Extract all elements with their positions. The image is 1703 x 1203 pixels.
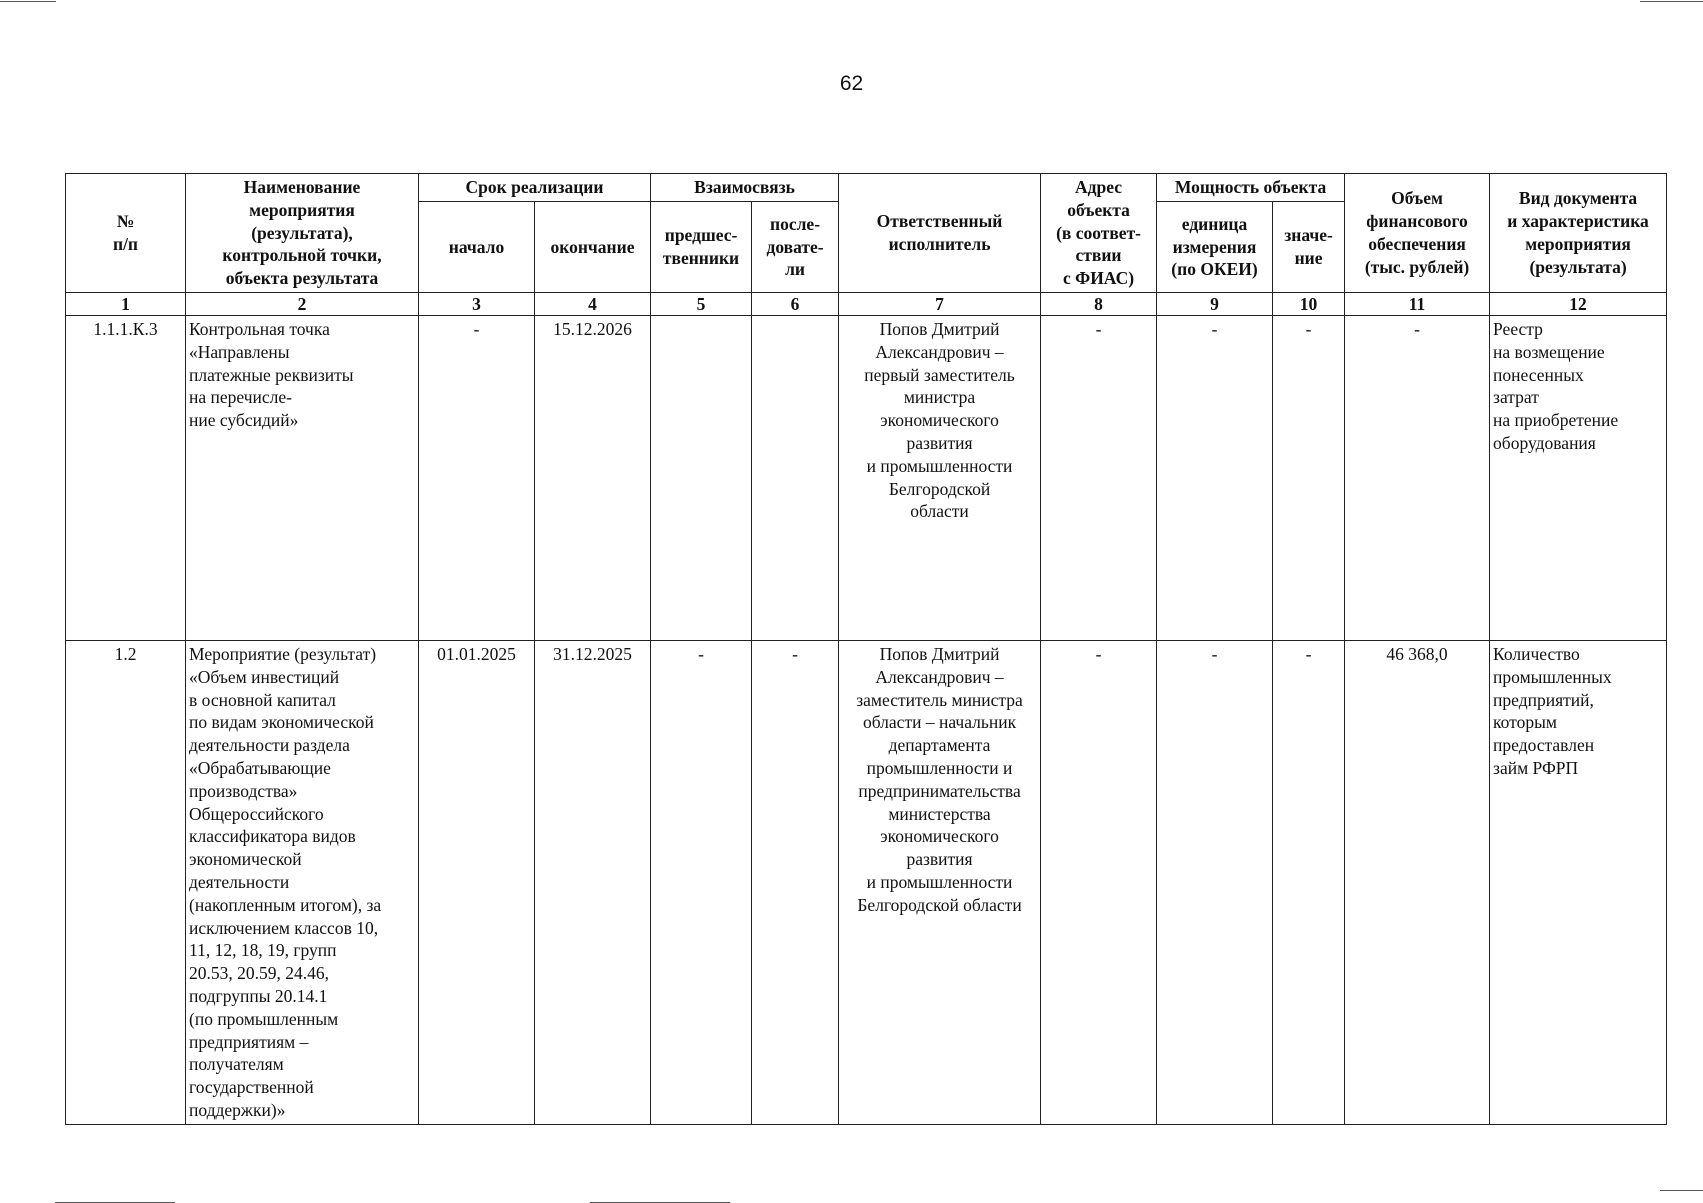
cell-prev: - (651, 640, 752, 1124)
scan-edge-bottom-right (1660, 1190, 1703, 1191)
header-term: Срок реализации (419, 174, 651, 202)
cell-unit: - (1157, 315, 1273, 640)
cell-address: - (1041, 640, 1157, 1124)
column-number: 4 (535, 292, 651, 315)
cell-value: - (1273, 315, 1345, 640)
header-executor: Ответственный исполнитель (839, 174, 1041, 293)
table-row (66, 315, 1667, 640)
header-capacity: Мощность объекта (1157, 174, 1345, 202)
column-number: 8 (1041, 292, 1157, 315)
cell-num: 1.2 (66, 640, 186, 1124)
cell-unit: - (1157, 640, 1273, 1124)
header-row-top (66, 174, 1667, 202)
header-doc: Вид документа и характеристика мероприятия (результата) (1490, 174, 1667, 293)
header-num: № п/п (66, 174, 186, 293)
column-number: 9 (1157, 292, 1273, 315)
column-number: 12 (1490, 292, 1667, 315)
header-term-start: начало (419, 202, 535, 293)
column-number-row (66, 292, 1667, 315)
cell-finance: - (1345, 315, 1490, 640)
cell-finance: 46 368,0 (1345, 640, 1490, 1124)
cell-doc: Реестр на возмещение понесенных затрат на приобретение оборудования (1490, 315, 1667, 640)
header-capacity-value: значе- ние (1273, 202, 1345, 293)
header-finance: Объем финансового обеспечения (тыс. рублей) (1345, 174, 1490, 293)
header-link: Взаимосвязь (651, 174, 839, 202)
cell-next (752, 315, 839, 640)
cell-end: 15.12.2026 (535, 315, 651, 640)
page-number: 62 (839, 72, 864, 95)
column-number: 11 (1345, 292, 1490, 315)
header-address: Адрес объекта (в соответ- ствии с ФИАС) (1041, 174, 1157, 293)
table-row (66, 640, 1667, 1124)
cell-prev (651, 315, 752, 640)
cell-start: - (419, 315, 535, 640)
cell-executor: Попов Дмитрий Александрович – заместитель министра области – начальник департамента промышленности и предпринимательства министерства экономического развития и промышленности Белгородской области (839, 640, 1041, 1124)
column-number: 5 (651, 292, 752, 315)
column-number: 6 (752, 292, 839, 315)
activities-table (65, 173, 1667, 1125)
scan-edge-top-left (0, 1, 56, 2)
cell-name: Мероприятие (результат) «Объем инвестиций в основной капитал по видам экономической деятельности раздела «Обрабатывающие производства» Общероссийского классификатора видов экономической деятельности (накопленным итогом), за исключением классов 10, 11, 12, 18, 19, групп 20.53, 20.59, 24.46, подгруппы 20.14.1 (по промышленным предприятиям – получателям государственной поддержки)» (186, 640, 419, 1124)
cell-name: Контрольная точка «Направлены платежные реквизиты на перечисле- ние субсидий» (186, 315, 419, 640)
scan-edge-top-right (1640, 1, 1703, 2)
cell-end: 31.12.2025 (535, 640, 651, 1124)
column-number: 2 (186, 292, 419, 315)
header-term-end: окончание (535, 202, 651, 293)
cell-next: - (752, 640, 839, 1124)
column-number: 10 (1273, 292, 1345, 315)
cell-value: - (1273, 640, 1345, 1124)
header-name: Наименование мероприятия (результата), контрольной точки, объекта результата (186, 174, 419, 293)
cell-address: - (1041, 315, 1157, 640)
column-number: 3 (419, 292, 535, 315)
header-link-next: после- довате- ли (752, 202, 839, 293)
column-number: 1 (66, 292, 186, 315)
cell-start: 01.01.2025 (419, 640, 535, 1124)
column-number: 7 (839, 292, 1041, 315)
cell-num: 1.1.1.К.3 (66, 315, 186, 640)
cell-executor: Попов Дмитрий Александрович – первый заместитель министра экономического развития и промышленности Белгородской области (839, 315, 1041, 640)
header-link-prev: предшес- твенники (651, 202, 752, 293)
cell-doc: Количество промышленных предприятий, которым предоставлен займ РФРП (1490, 640, 1667, 1124)
header-capacity-unit: единица измерения (по ОКЕИ) (1157, 202, 1273, 293)
